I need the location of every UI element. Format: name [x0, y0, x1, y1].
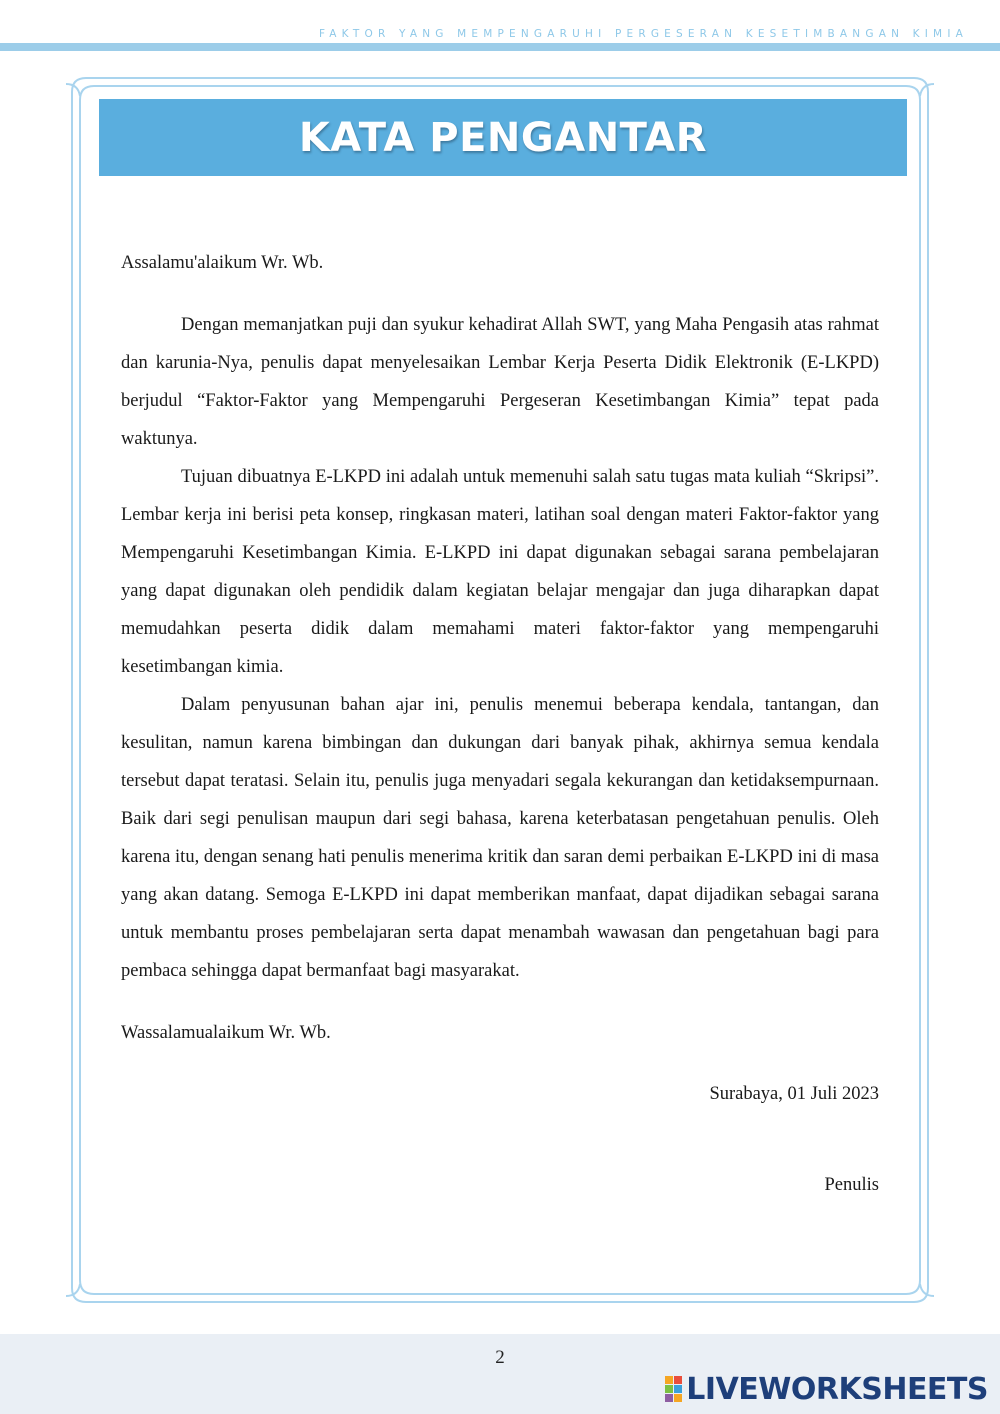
signer: Penulis — [824, 1175, 879, 1195]
page-title: KATA PENGANTAR — [298, 114, 708, 161]
brand-name: LIVEWORKSHEETS — [686, 1371, 988, 1407]
page-number: 2 — [495, 1347, 505, 1368]
paragraph: Tujuan dibuatnya E-LKPD ini adalah untuk memenuhi salah satu tugas mata kuliah “Skripsi”. Lembar kerja ini berisi peta konsep, ringkasan materi, latihan soal dengan materi Faktor-faktor yang Mempengaruhi Kesetimbangan Kimia. E-LKPD ini dapat digunakan sebagai sarana pembelajaran yang dapat digunakan oleh pendidik dalam kegiatan belajar mengajar dan juga diharapkan dapat memudahkan peserta didik dalam memahami materi faktor-faktor yang mempengaruhi kesetimbangan kimia. — [121, 467, 879, 677]
liveworksheets-logo[interactable] — [665, 1371, 988, 1407]
paragraph: Dengan memanjatkan puji dan syukur kehadirat Allah SWT, yang Maha Pengasih atas rahmat dan karunia-Nya, penulis dapat menyelesaikan Lembar Kerja Peserta Didik Elektronik (E-LKPD) berjudul “Faktor-Faktor yang Mempengaruhi Pergeseran Kesetimbangan Kimia” tepat pada waktunya. — [121, 315, 879, 449]
document-body — [121, 244, 879, 1204]
running-header: FAKTOR YANG MEMPENGARUHI PERGESERAN KESETIMBANGAN KIMIA — [319, 28, 968, 40]
logo-icon — [665, 1376, 682, 1402]
paragraph: Dalam penyusunan bahan ajar ini, penulis menemui beberapa kendala, tantangan, dan kesulitan, namun karena bimbingan dan dukungan dari banyak pihak, akhirnya semua kendala tersebut dapat teratasi. Selain itu, penulis juga menyadari segala kekurangan dan ketidaksempurnaan. Baik dari segi penulisan maupun dari segi bahasa, karena keterbatasan pengetahuan penulis. Oleh karena itu, dengan senang hati penulis menerima kritik dan saran demi perbaikan E-LKPD ini di masa yang akan datang. Semoga E-LKPD ini dapat memberikan manfaat, dapat dijadikan sebagai sarana untuk membantu proses pembelajaran serta dapat menambah wawasan dan pengetahuan bagi para pembaca sehingga dapat bermanfaat bagi masyarakat. — [121, 695, 879, 981]
closing: Wassalamualaikum Wr. Wb. — [121, 1023, 331, 1043]
title-banner — [99, 99, 907, 176]
place-date: Surabaya, 01 Juli 2023 — [709, 1084, 879, 1104]
greeting: Assalamu'alaikum Wr. Wb. — [121, 253, 324, 273]
